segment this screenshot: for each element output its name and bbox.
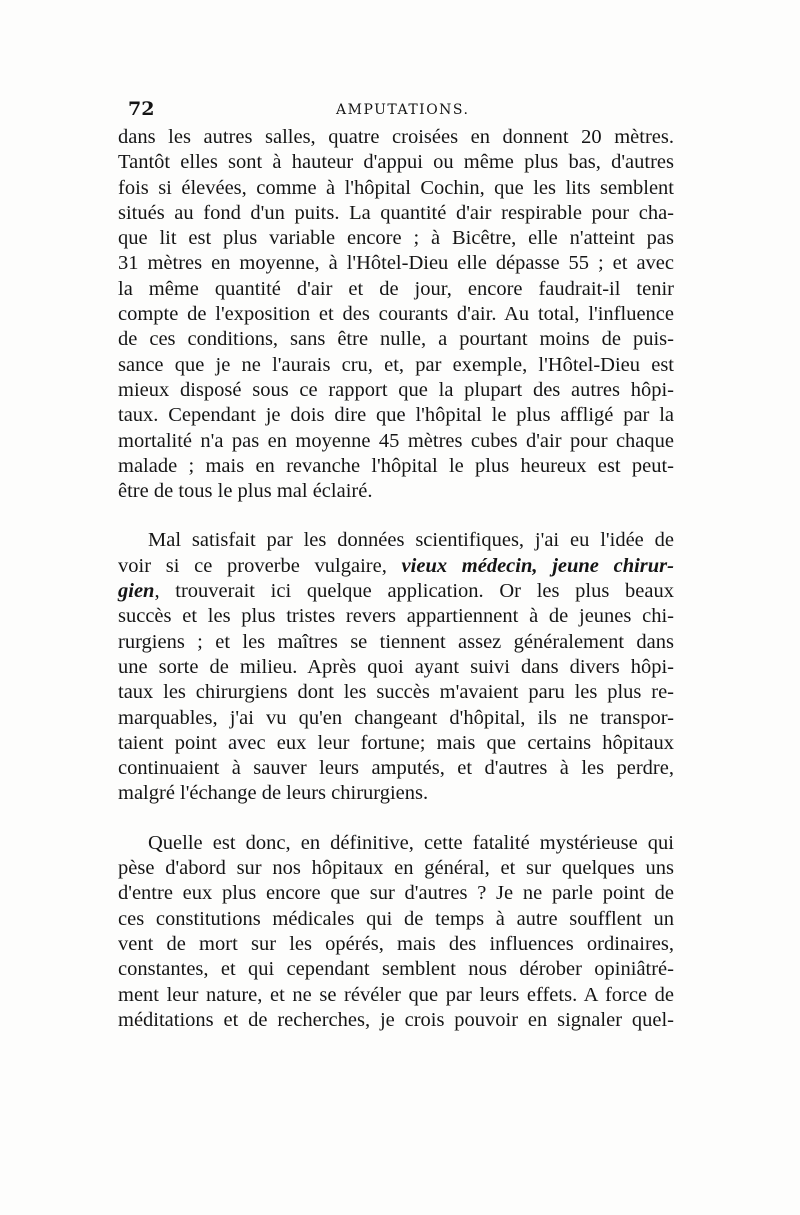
text-line: compte de l'exposition et des courants d'air. Au total, l'influence [118,303,674,326]
text-line: taux. Cependant je dois dire que l'hôpital le plus affligé par la [118,404,674,427]
text-line: d'entre eux plus encore que sur d'autres ? Je ne parle point de [118,882,674,905]
text-line: marquables, j'ai vu qu'en changeant d'hôpital, ils ne transpor- [118,706,674,729]
emphasized-text: gien [118,580,155,603]
text-line: succès et les plus tristes revers appartiennent à de jeunes chi- [118,605,674,628]
text-line: que lit est plus variable encore ; à Bicêtre, elle n'atteint pas [118,227,674,250]
text-line: la même quantité d'air et de jour, encore faudrait-il tenir [118,277,674,300]
text-line: malgré l'échange de leurs chirurgiens. [118,782,429,805]
text-line: une sorte de milieu. Après quoi ayant suivi dans divers hôpi- [118,655,674,678]
text-line: Quelle est donc, en définitive, cette fatalité mystérieuse qui [148,831,674,854]
text-line: fois si élevées, comme à l'hôpital Cochin, que les lits semblent [118,176,674,199]
text-line: méditations et de recherches, je crois pouvoir en signaler quel- [118,1008,674,1031]
text-run: , trouverait ici quelque application. Or les plus beaux [154,580,674,603]
text-line: pèse d'abord sur nos hôpitaux en général, et sur quelques uns [118,857,674,880]
text-line: mortalité n'a pas en moyenne 45 mètres cubes d'air pour chaque [118,429,674,452]
text-line: rurgiens ; et les maîtres se tiennent assez généralement dans [118,630,674,653]
emphasized-text: vieux médecin, jeune chirur- [401,554,674,577]
text-line: taient point avec eux leur fortune; mais que certains hôpitaux [118,731,674,754]
text-line: ces constitutions médicales qui de temps à autre soufflent un [118,907,674,930]
text-line: être de tous le plus mal éclairé. [118,480,373,503]
paragraph [118,528,674,806]
text-line: Mal satisfait par les données scientifiques, j'ai eu l'idée de [148,529,674,552]
text-line [118,554,674,579]
text-line: de ces conditions, sans être nulle, a pourtant moins de puis- [118,328,674,351]
page-number: 72 [128,98,155,120]
paragraph [118,831,674,1033]
text-line: ment leur nature, et ne se révéler que par leurs effets. A force de [118,983,674,1006]
text-line: sance que je ne l'aurais cru, et, par exemple, l'Hôtel-Dieu est [118,353,674,376]
paragraph [118,125,674,504]
text-line: 31 mètres en moyenne, à l'Hôtel-Dieu elle dépasse 55 ; et avec [118,252,674,275]
text-line: taux les chirurgiens dont les succès m'avaient paru les plus re- [118,681,674,704]
text-line: mieux disposé sous ce rapport que la plupart des autres hôpi- [118,378,674,401]
body-text [118,125,674,1033]
running-title: AMPUTATIONS. [336,102,470,118]
text-line: dans les autres salles, quatre croisées en donnent 20 mètres. [118,126,674,148]
text-run: voir si ce proverbe vulgaire, [118,554,402,577]
text-line: continuaient à sauver leurs amputés, et d'autres à les perdre, [118,757,674,780]
text-line: vent de mort sur les opérés, mais des influences ordinaires, [118,932,674,955]
text-line: constantes, et qui cependant semblent nous dérober opiniâtré- [118,958,674,981]
text-line: malade ; mais en revanche l'hôpital le plus heureux est peut- [118,454,674,477]
text-line [118,579,674,604]
running-head [128,98,672,122]
text-line: situés au fond d'un puits. La quantité d'air respirable pour cha- [118,201,674,224]
text-line: Tantôt elles sont à hauteur d'appui ou même plus bas, d'autres [118,151,674,174]
